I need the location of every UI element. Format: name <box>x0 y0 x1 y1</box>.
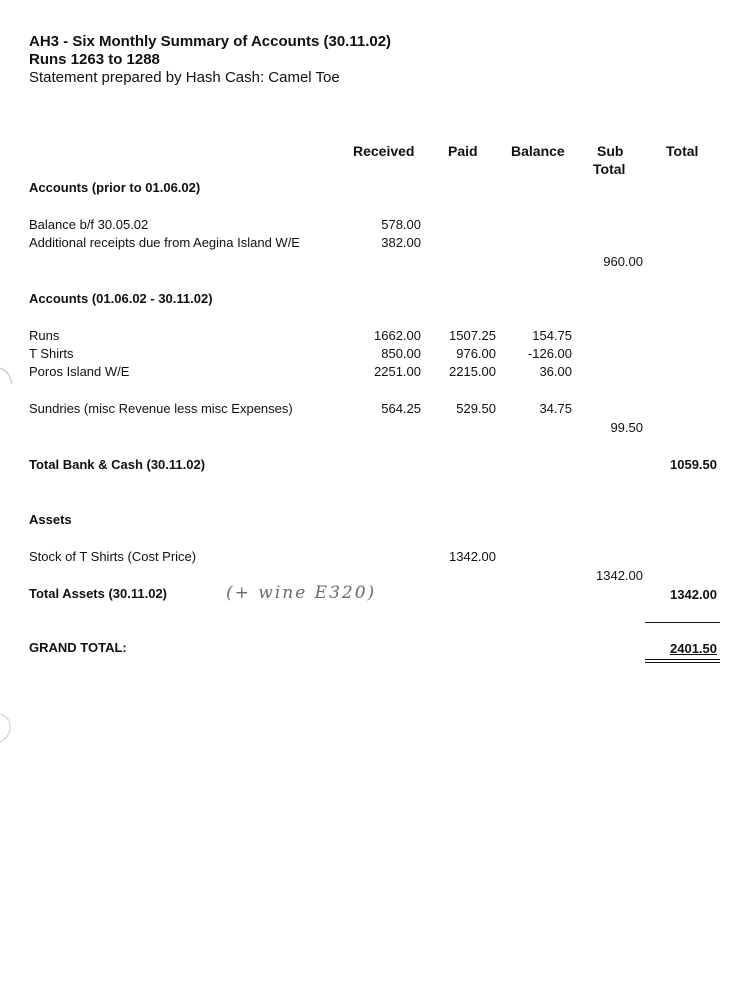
section-heading-period: Accounts (01.06.02 - 30.11.02) <box>29 291 213 306</box>
balance-value: -126.00 <box>527 346 572 361</box>
row-label: Additional receipts due from Aegina Island W/E <box>29 235 300 250</box>
total-bank-cash-value: 1059.50 <box>670 457 717 472</box>
row-label: Poros Island W/E <box>29 364 130 379</box>
document-title: AH3 - Six Monthly Summary of Accounts (30.11.02) <box>29 33 392 50</box>
paid-value: 976.00 <box>456 346 496 361</box>
received-value: 578.00 <box>381 217 421 232</box>
column-balance: Balance <box>511 143 565 159</box>
total-underline <box>645 622 720 623</box>
grand-total-label: GRAND TOTAL: <box>29 640 127 655</box>
section-heading-prior: Accounts (prior to 01.06.02) <box>29 180 201 195</box>
received-value: 1662.00 <box>374 328 421 343</box>
total-assets-value: 1342.00 <box>670 587 717 602</box>
row-label: Balance b/f 30.05.02 <box>29 217 149 232</box>
row-label: Runs <box>29 328 60 343</box>
balance-value: 34.75 <box>539 401 572 416</box>
received-value: 564.25 <box>381 401 421 416</box>
paid-value: 529.50 <box>456 401 496 416</box>
column-sub-total-line2: Total <box>593 161 626 177</box>
column-received: Received <box>353 143 415 159</box>
grand-total-double-rule-top <box>645 659 720 660</box>
margin-mark <box>0 712 14 744</box>
runs-range: Runs 1263 to 1288 <box>29 51 160 68</box>
total-bank-cash-label: Total Bank & Cash (30.11.02) <box>29 457 206 472</box>
row-label: Sundries (misc Revenue less misc Expenses) <box>29 401 293 416</box>
grand-total-value: 2401.50 <box>670 641 717 656</box>
paid-value: 1342.00 <box>449 549 496 564</box>
section-heading-assets: Assets <box>29 512 72 527</box>
paid-value: 1507.25 <box>449 328 496 343</box>
row-label: Stock of T Shirts (Cost Price) <box>29 549 197 564</box>
received-value: 382.00 <box>381 235 421 250</box>
column-sub-total-line1: Sub <box>597 143 624 159</box>
prepared-by: Statement prepared by Hash Cash: Camel Toe <box>29 69 340 86</box>
row-label: T Shirts <box>29 346 74 361</box>
sub-total-assets: 1342.00 <box>596 568 643 583</box>
total-assets-label: Total Assets (30.11.02) <box>29 586 168 601</box>
sub-total-prior: 960.00 <box>603 254 643 269</box>
received-value: 850.00 <box>381 346 421 361</box>
handwritten-note: (+ wine E320) <box>226 583 377 603</box>
received-value: 2251.00 <box>374 364 421 379</box>
sub-total-period: 99.50 <box>610 420 643 435</box>
paid-value: 2215.00 <box>449 364 496 379</box>
column-total: Total <box>666 143 699 159</box>
margin-mark <box>0 360 14 390</box>
balance-value: 36.00 <box>539 364 572 379</box>
grand-total-double-rule-bottom <box>645 662 720 663</box>
column-paid: Paid <box>448 143 478 159</box>
balance-value: 154.75 <box>532 328 572 343</box>
